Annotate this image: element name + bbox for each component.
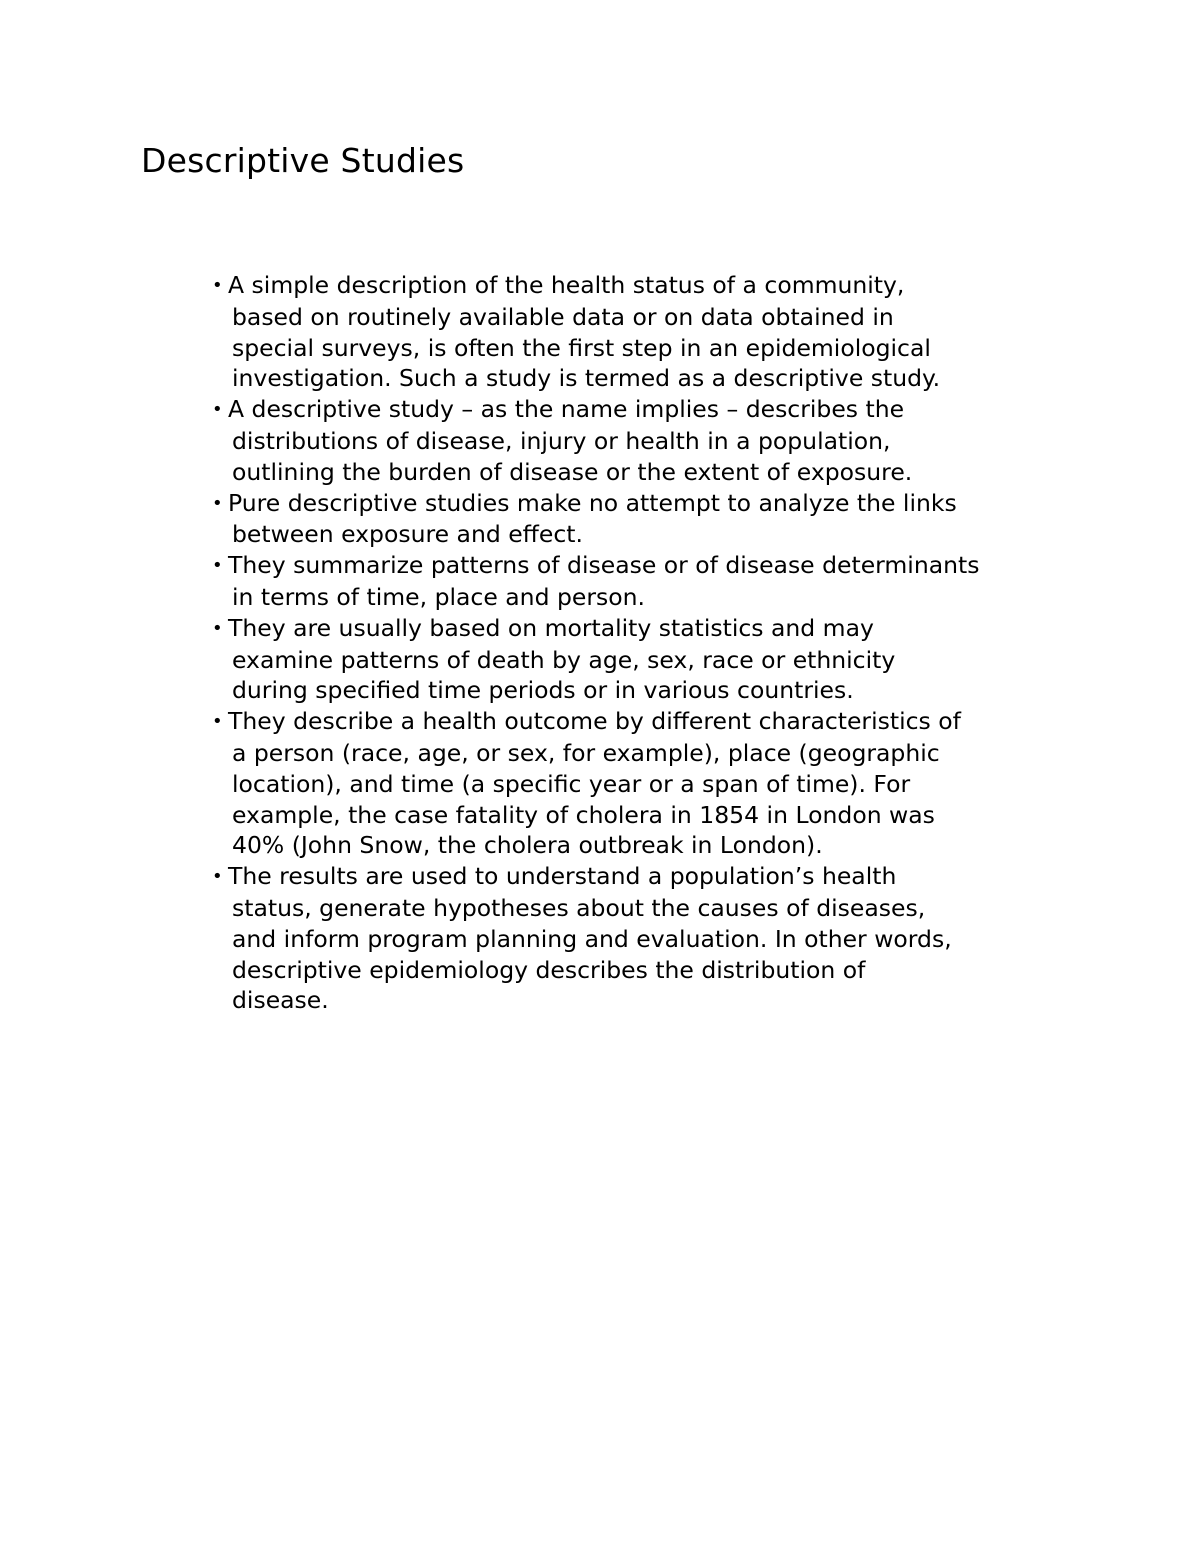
bullet-text-line bbox=[212, 488, 1096, 520]
bullet-icon: • bbox=[212, 275, 223, 296]
bullet-text-line bbox=[232, 955, 1096, 986]
bullet-text-line bbox=[232, 302, 1096, 333]
bullet-text: 40% (John Snow, the cholera outbreak in London). bbox=[232, 831, 823, 860]
bullet-text-line bbox=[212, 550, 1096, 582]
bullet-text-line bbox=[232, 830, 1096, 861]
bullet-icon: • bbox=[212, 866, 223, 888]
list-item bbox=[196, 861, 1096, 1016]
bullet-text-line bbox=[232, 333, 1096, 364]
bullet-text: location), and time (a specific year or a span of time). For bbox=[232, 769, 911, 798]
page-title: Descriptive Studies bbox=[141, 141, 465, 180]
bullet-text-line bbox=[232, 738, 1096, 769]
bullet-text-line bbox=[232, 457, 1096, 488]
list-item bbox=[196, 270, 1096, 394]
bullet-text: between exposure and effect. bbox=[232, 520, 583, 549]
bullet-text: The results are used to understand a population’s health bbox=[228, 862, 897, 891]
bullet-text: a person (race, age, or sex, for example), place (geographic bbox=[232, 738, 940, 767]
bullet-text: investigation. Such a study is termed as a descriptive study. bbox=[232, 364, 941, 393]
bullet-icon: • bbox=[212, 555, 223, 577]
list-item bbox=[196, 394, 1096, 487]
bullet-list bbox=[196, 270, 1096, 1016]
bullet-text: outlining the burden of disease or the extent of exposure. bbox=[232, 457, 913, 486]
bullet-text: They summarize patterns of disease or of disease determinants bbox=[228, 551, 980, 580]
bullet-text-line bbox=[232, 645, 1096, 676]
bullet-text: example, the case fatality of cholera in 1854 in London was bbox=[232, 800, 935, 829]
bullet-text-line bbox=[212, 613, 1096, 645]
bullet-text: Pure descriptive studies make no attempt to analyze the links bbox=[228, 488, 957, 517]
bullet-text: A descriptive study – as the name implies – describes the bbox=[228, 395, 905, 424]
bullet-text-line bbox=[212, 394, 1096, 426]
list-item bbox=[196, 488, 1096, 551]
bullet-text-line bbox=[212, 706, 1096, 738]
bullet-text-line bbox=[232, 582, 1096, 613]
bullet-icon: • bbox=[212, 711, 223, 733]
bullet-text: examine patterns of death by age, sex, race or ethnicity bbox=[232, 645, 896, 674]
bullet-icon: • bbox=[212, 492, 223, 514]
list-item bbox=[196, 550, 1096, 613]
bullet-icon: • bbox=[212, 617, 223, 639]
bullet-text-line bbox=[232, 675, 1096, 706]
bullet-icon: • bbox=[212, 399, 223, 421]
bullet-text-line bbox=[232, 893, 1096, 924]
bullet-text-line bbox=[212, 861, 1096, 893]
bullet-text-line bbox=[232, 800, 1096, 831]
bullet-text: status, generate hypotheses about the causes of diseases, bbox=[232, 893, 926, 922]
bullet-text: They are usually based on mortality statistics and may bbox=[228, 613, 874, 642]
bullet-text-line bbox=[232, 363, 1096, 394]
list-item bbox=[196, 706, 1096, 861]
bullet-text: They describe a health outcome by different characteristics of bbox=[228, 707, 961, 736]
bullet-text: in terms of time, place and person. bbox=[232, 582, 645, 611]
bullet-text: A simple description of the health status of a community, bbox=[228, 271, 905, 299]
bullet-text: during specified time periods or in various countries. bbox=[232, 676, 854, 705]
bullet-text-line bbox=[232, 519, 1096, 550]
bullet-text-line bbox=[212, 270, 1096, 302]
list-item bbox=[196, 613, 1096, 706]
bullet-text-line bbox=[232, 985, 1096, 1016]
bullet-text: based on routinely available data or on data obtained in bbox=[232, 302, 894, 331]
bullet-text-line bbox=[232, 769, 1096, 800]
bullet-text-line bbox=[232, 924, 1096, 955]
bullet-text: distributions of disease, injury or health in a population, bbox=[232, 426, 891, 455]
bullet-text: special surveys, is often the first step in an epidemiological bbox=[232, 333, 931, 362]
bullet-text: descriptive epidemiology describes the distribution of bbox=[232, 955, 866, 984]
bullet-text: disease. bbox=[232, 986, 329, 1015]
bullet-text-line bbox=[232, 426, 1096, 457]
bullet-text: and inform program planning and evaluation. In other words, bbox=[232, 924, 952, 953]
